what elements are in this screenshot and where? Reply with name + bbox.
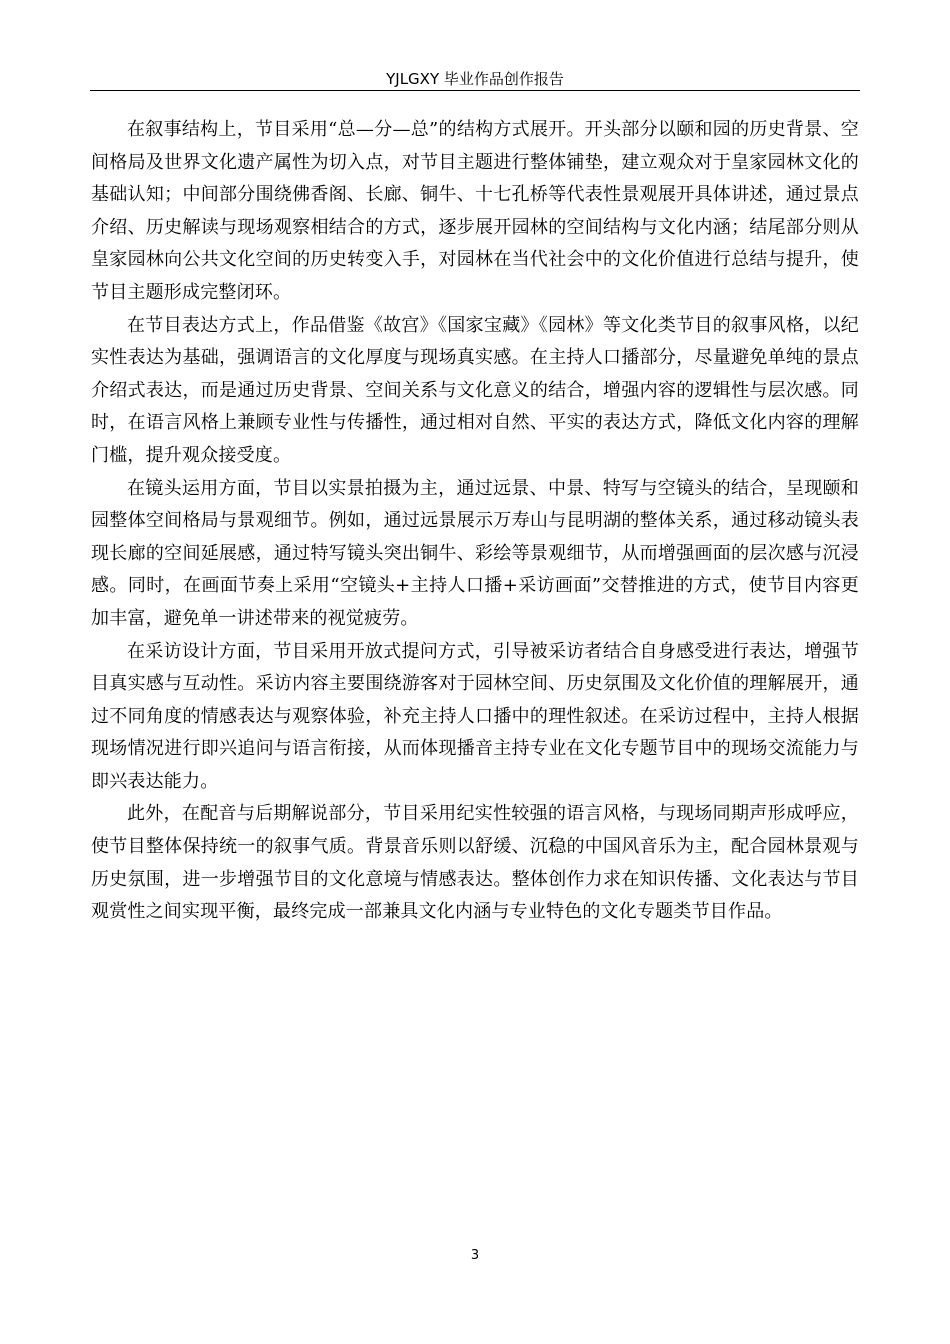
paragraph-camera-usage: 在镜头运用方面，节目以实景拍摄为主，通过远景、中景、特写与空镜头的结合，呈现颐和园整体空间格局与景观细节。例如，通过远景展示万寿山与昆明湖的整体关系，通过移动镜头表现长廊的空间延展感，通过特写镜头突出铜牛、彩绘等景观细节，从而增强画面的层次感与沉浸感。同时，在画面节奏上采用“空镜头+主持人口播+采访画面”交替推进的方式，使节目内容更加丰富，避免单一讲述带来的视觉疲劳。 <box>91 477 859 629</box>
paragraph-interview-design: 在采访设计方面，节目采用开放式提问方式，引导被采访者结合自身感受进行表达，增强节目真实感与互动性。采访内容主要围绕游客对于园林空间、历史氛围及文化价值的理解展开，通过不同角度的情感表达与观察体验，补充主持人口播中的理性叙述。在采访过程中，主持人根据现场情况进行即兴追问与语言衔接，从而体现播音主持专业在文化专题节目中的现场交流能力与即兴表达能力。 <box>91 640 859 792</box>
header-title: YJLGXY 毕业作品创作报告 <box>386 70 564 88</box>
report-body <box>91 114 859 929</box>
page-header <box>90 68 860 91</box>
paragraph-narrative-structure: 在叙事结构上，节目采用“总—分—总”的结构方式展开。开头部分以颐和园的历史背景、空间格局及世界文化遗产属性为切入点，对节目主题进行整体铺垫，建立观众对于皇家园林文化的基础认知；中间部分围绕佛香阁、长廊、铜牛、十七孔桥等代表性景观展开具体讲述，通过景点介绍、历史解读与现场观察相结合的方式，逐步展开园林的空间结构与文化内涵；结尾部分则从皇家园林向公共文化空间的历史转变入手，对园林在当代社会中的文化价值进行总结与提升，使节目主题形成完整闭环。 <box>91 119 859 303</box>
paragraph-post-production: 此外，在配音与后期解说部分，节目采用纪实性较强的语言风格，与现场同期声形成呼应，使节目整体保持统一的叙事气质。背景音乐则以舒缓、沉稳的中国风音乐为主，配合园林景观与历史氛围，进一步增强节目的文化意境与情感表达。整体创作力求在知识传播、文化表达与节目观赏性之间实现平衡，最终完成一部兼具文化内涵与专业特色的文化专题类节目作品。 <box>91 803 859 923</box>
paragraph-expression-style: 在节目表达方式上，作品借鉴《故宫》《国家宝藏》《园林》等文化类节目的叙事风格，以纪实性表达为基础，强调语言的文化厚度与现场真实感。在主持人口播部分，尽量避免单纯的景点介绍式表达，而是通过历史背景、空间关系与文化意义的结合，增强内容的逻辑性与层次感。同时，在语言风格上兼顾专业性与传播性，通过相对自然、平实的表达方式，降低文化内容的理解门槛，提升观众接受度。 <box>91 314 859 466</box>
page-number: 3 <box>470 1248 480 1263</box>
